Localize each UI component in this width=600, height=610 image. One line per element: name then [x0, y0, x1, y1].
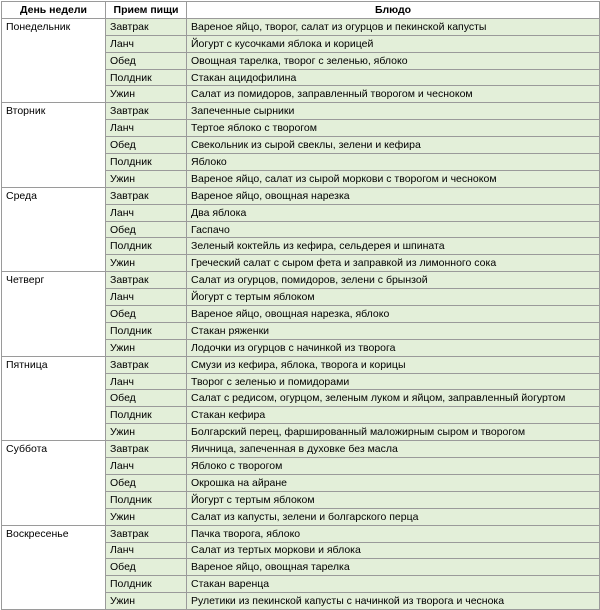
meal-type-cell: Ланч [106, 120, 187, 137]
dish-cell: Йогурт с тертым яблоком [187, 289, 600, 306]
meal-type-cell: Полдник [106, 154, 187, 171]
meal-type-cell: Обед [106, 221, 187, 238]
dish-cell: Яблоко с творогом [187, 458, 600, 475]
dish-cell: Салат из огурцов, помидоров, зелени с брынзой [187, 272, 600, 289]
table-row [2, 18, 600, 35]
meal-type-cell: Полдник [106, 576, 187, 593]
dish-cell: Окрошка на айране [187, 474, 600, 491]
meal-type-cell: Завтрак [106, 356, 187, 373]
meal-type-cell: Обед [106, 306, 187, 323]
dish-cell: Тертое яблоко с творогом [187, 120, 600, 137]
meal-type-cell: Ужин [106, 170, 187, 187]
meal-type-cell: Полдник [106, 238, 187, 255]
day-name-cell: Среда [2, 187, 106, 271]
dish-cell: Стакан ряженки [187, 322, 600, 339]
meal-type-cell: Полдник [106, 407, 187, 424]
weekly-menu-table [1, 1, 600, 610]
dish-cell: Стакан ацидофилина [187, 69, 600, 86]
day-name-cell: Вторник [2, 103, 106, 187]
dish-cell: Яблоко [187, 154, 600, 171]
table-row [2, 272, 600, 289]
meal-type-cell: Ланч [106, 373, 187, 390]
header-day: День недели [2, 2, 106, 19]
meal-type-cell: Полдник [106, 322, 187, 339]
day-name-cell: Четверг [2, 272, 106, 356]
menu-body [2, 18, 600, 609]
day-name-cell: Пятница [2, 356, 106, 440]
dish-cell: Стакан кефира [187, 407, 600, 424]
meal-type-cell: Завтрак [106, 272, 187, 289]
dish-cell: Рулетики из пекинской капусты с начинкой из творога и чеснока [187, 593, 600, 610]
dish-cell: Творог с зеленью и помидорами [187, 373, 600, 390]
table-row [2, 356, 600, 373]
meal-type-cell: Ланч [106, 289, 187, 306]
meal-type-cell: Обед [106, 474, 187, 491]
dish-cell: Два яблока [187, 204, 600, 221]
dish-cell: Салат из помидоров, заправленный творогом и чесноком [187, 86, 600, 103]
dish-cell: Салат с редисом, огурцом, зеленым луком и яйцом, заправленный йогуртом [187, 390, 600, 407]
meal-type-cell: Ланч [106, 35, 187, 52]
day-name-cell: Воскресенье [2, 525, 106, 609]
meal-type-cell: Ужин [106, 339, 187, 356]
dish-cell: Зеленый коктейль из кефира, сельдерея и шпината [187, 238, 600, 255]
dish-cell: Вареное яйцо, овощная нарезка [187, 187, 600, 204]
dish-cell: Смузи из кефира, яблока, творога и корицы [187, 356, 600, 373]
meal-type-cell: Обед [106, 559, 187, 576]
meal-type-cell: Завтрак [106, 187, 187, 204]
meal-type-cell: Полдник [106, 69, 187, 86]
dish-cell: Пачка творога, яблоко [187, 525, 600, 542]
table-row [2, 187, 600, 204]
meal-type-cell: Завтрак [106, 525, 187, 542]
dish-cell: Йогурт с кусочками яблока и корицей [187, 35, 600, 52]
meal-type-cell: Ужин [106, 508, 187, 525]
dish-cell: Лодочки из огурцов с начинкой из творога [187, 339, 600, 356]
meal-type-cell: Ужин [106, 593, 187, 610]
meal-type-cell: Обед [106, 137, 187, 154]
dish-cell: Овощная тарелка, творог с зеленью, яблоко [187, 52, 600, 69]
meal-type-cell: Обед [106, 390, 187, 407]
dish-cell: Свекольник из сырой свеклы, зелени и кефира [187, 137, 600, 154]
dish-cell: Яичница, запеченная в духовке без масла [187, 441, 600, 458]
meal-type-cell: Обед [106, 52, 187, 69]
meal-type-cell: Завтрак [106, 103, 187, 120]
dish-cell: Вареное яйцо, овощная нарезка, яблоко [187, 306, 600, 323]
meal-type-cell: Ужин [106, 255, 187, 272]
meal-type-cell: Завтрак [106, 18, 187, 35]
dish-cell: Вареное яйцо, салат из сырой моркови с творогом и чесноком [187, 170, 600, 187]
day-name-cell: Суббота [2, 441, 106, 525]
meal-type-cell: Завтрак [106, 441, 187, 458]
meal-type-cell: Ужин [106, 86, 187, 103]
meal-type-cell: Ланч [106, 204, 187, 221]
header-dish: Блюдо [187, 2, 600, 19]
table-row [2, 103, 600, 120]
dish-cell: Гаспачо [187, 221, 600, 238]
dish-cell: Стакан варенца [187, 576, 600, 593]
header-row [2, 2, 600, 19]
dish-cell: Вареное яйцо, творог, салат из огурцов и пекинской капусты [187, 18, 600, 35]
day-name-cell: Понедельник [2, 18, 106, 102]
meal-type-cell: Ланч [106, 542, 187, 559]
table-row [2, 525, 600, 542]
table-row [2, 441, 600, 458]
meal-type-cell: Ужин [106, 424, 187, 441]
dish-cell: Греческий салат с сыром фета и заправкой из лимонного сока [187, 255, 600, 272]
dish-cell: Вареное яйцо, овощная тарелка [187, 559, 600, 576]
dish-cell: Салат из тертых моркови и яблока [187, 542, 600, 559]
dish-cell: Запеченные сырники [187, 103, 600, 120]
dish-cell: Болгарский перец, фаршированный маложирным сыром и творогом [187, 424, 600, 441]
dish-cell: Йогурт с тертым яблоком [187, 491, 600, 508]
header-meal: Прием пищи [106, 2, 187, 19]
meal-type-cell: Ланч [106, 458, 187, 475]
meal-type-cell: Полдник [106, 491, 187, 508]
dish-cell: Салат из капусты, зелени и болгарского перца [187, 508, 600, 525]
